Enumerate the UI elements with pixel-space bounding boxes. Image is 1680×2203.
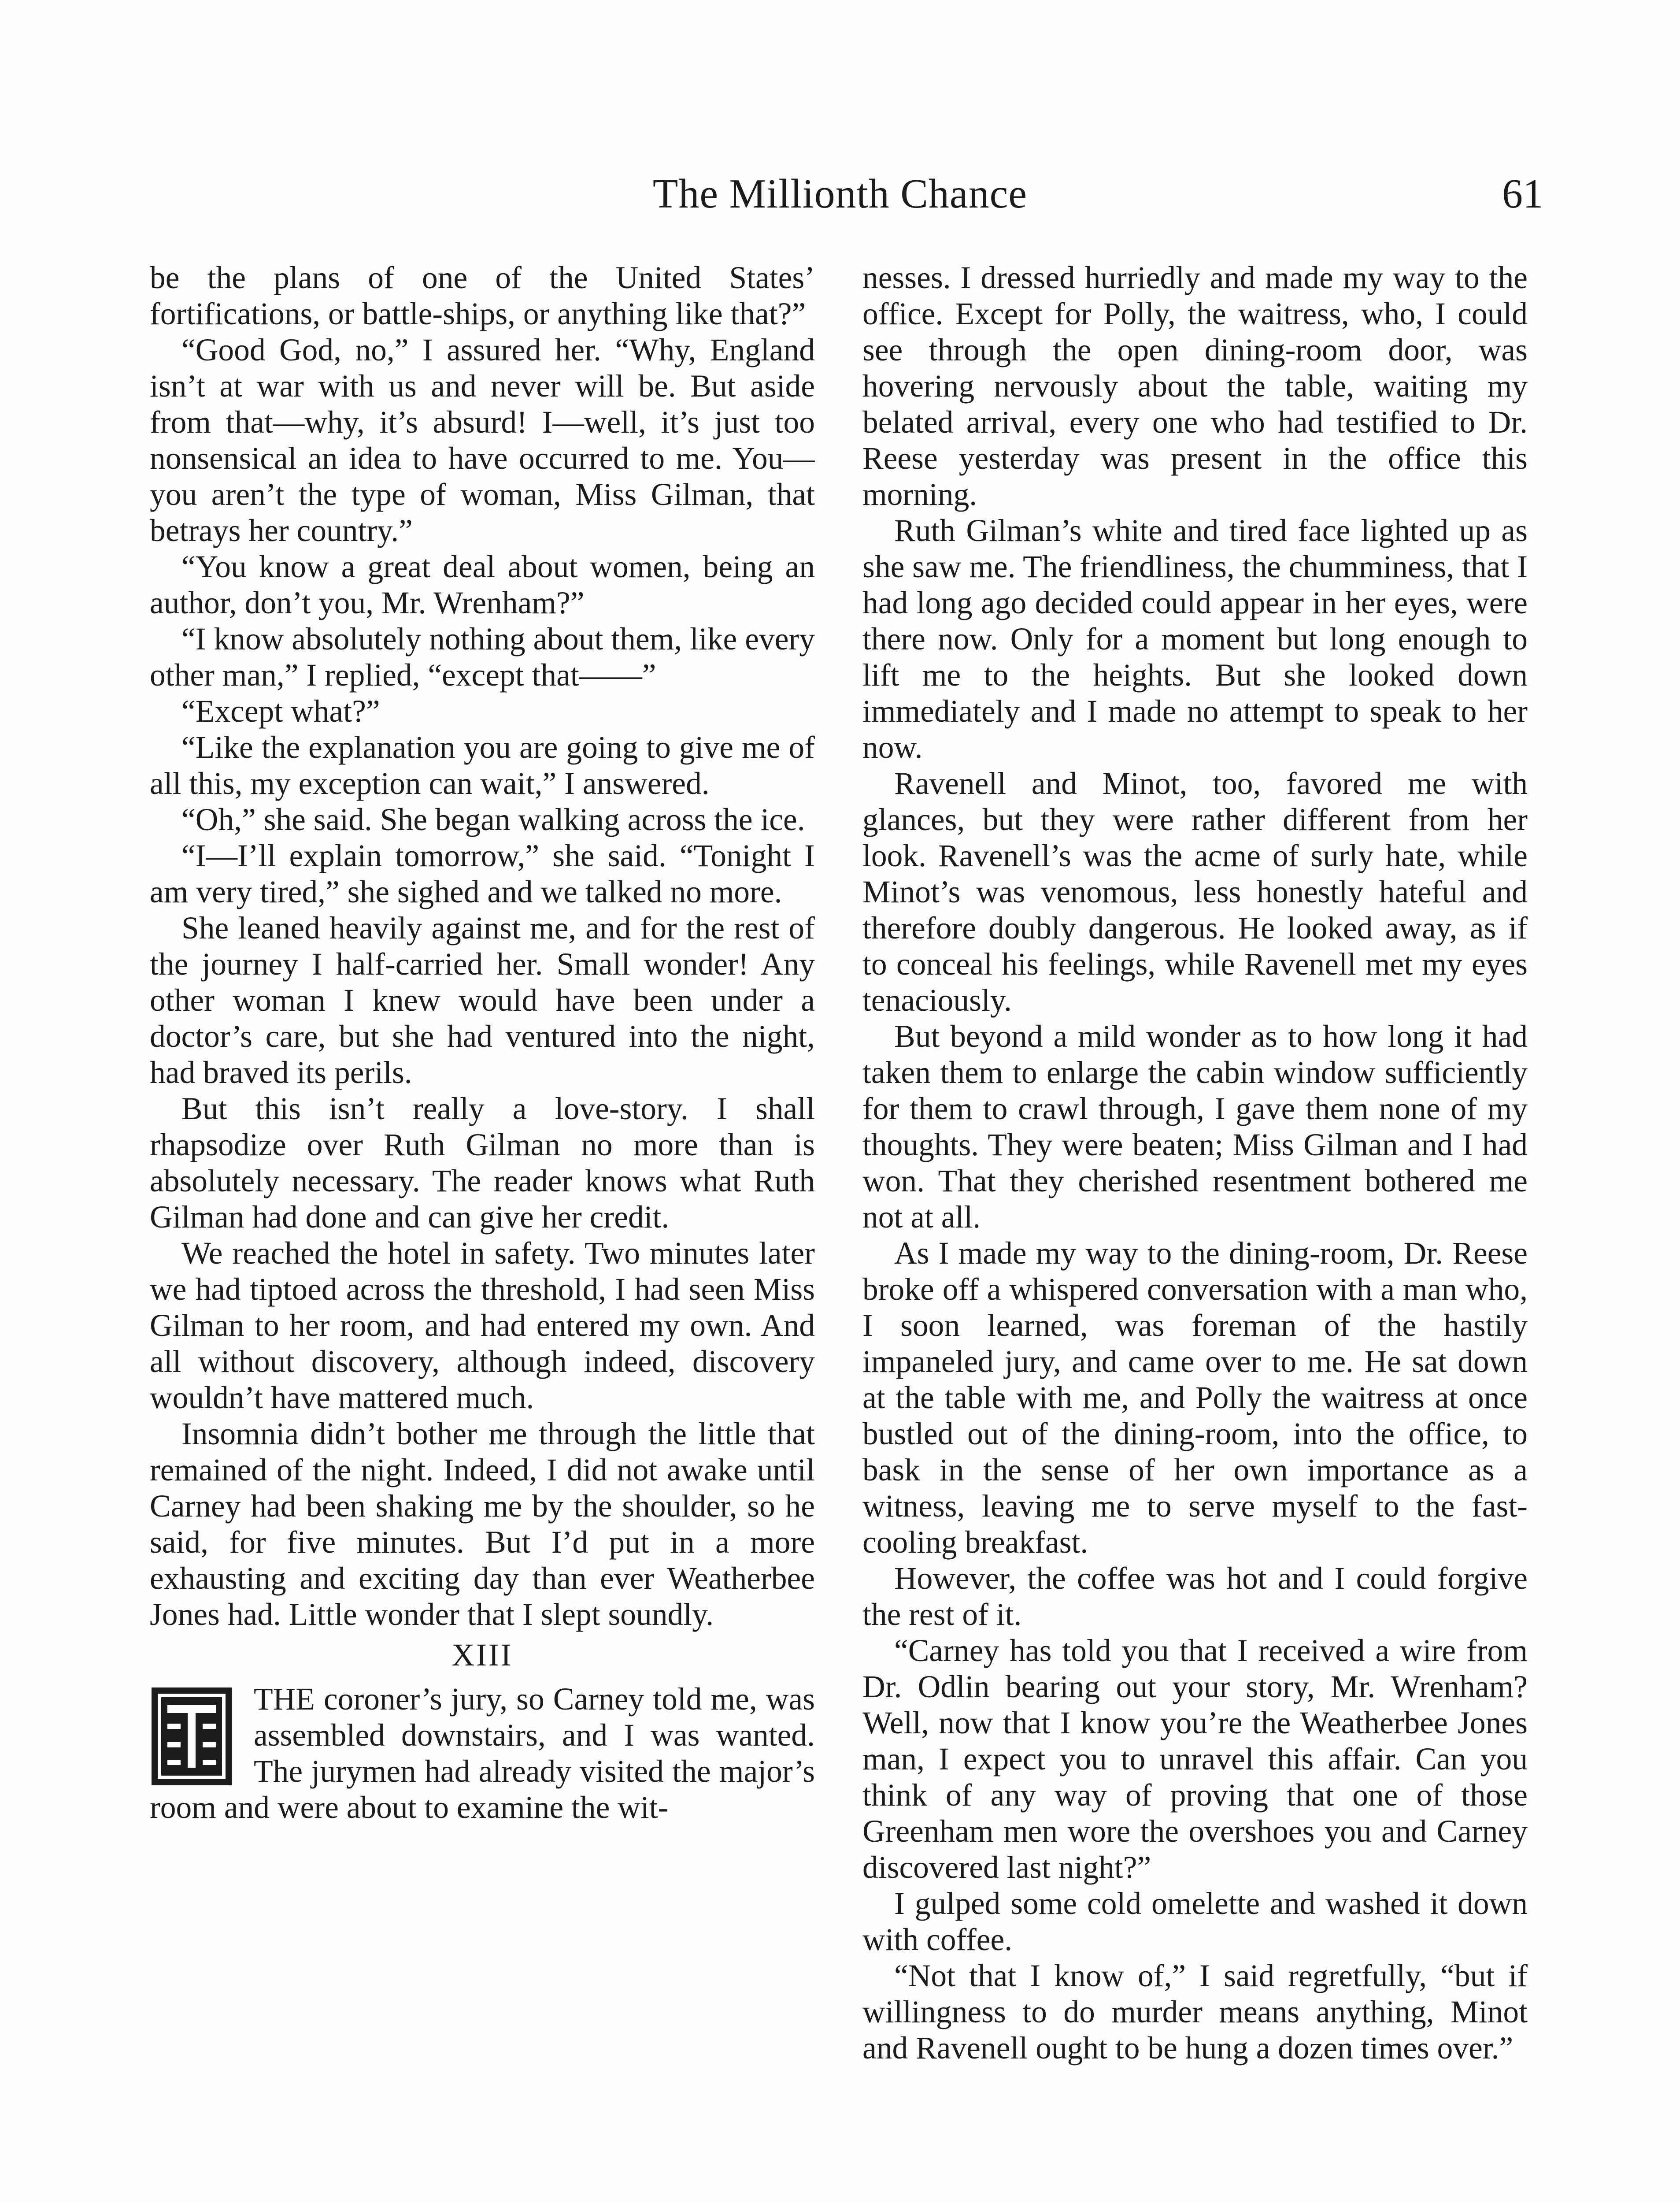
paragraph: “Oh,” she said. She began walking across the ice. — [181, 802, 805, 837]
paragraph: “Except what?” — [181, 694, 380, 729]
paragraph: THE coroner’s jury, so Carney told me, was assembled downstairs, and I was wanted. The jurymen had already visited the major’s room and were about to examine the wit- — [150, 1682, 815, 1825]
paragraph: “You know a great deal about women, being an author, don’t you, Mr. Wrenham?” — [150, 549, 815, 620]
paragraph: “Carney has told you that I received a wire from Dr. Odlin bearing out your story, Mr. Wrenham? Well, now that I know you’re the Weatherbee Jones man, I expect you to unravel this affair. Can you think of any way of proving that one of those Greenham men wore the overshoes you and Carney discovered last night?” — [862, 1633, 1528, 1885]
paragraph: be the plans of one of the United States’ fortifications, or battle-ships, or anything like that?” — [150, 260, 815, 331]
paragraph: I gulped some cold omelette and washed it down with coffee. — [862, 1886, 1528, 1957]
page-number: 61 — [1502, 171, 1543, 217]
paragraph: Ravenell and Minot, too, favored me with glances, but they were rather different from her look. Ravenell’s was the acme of surly hate, while Minot’s was venomous, less honestly hateful and therefore doubly dangerous. He looked away, as if to conceal his feelings, while Ravenell met my eyes tenaciously. — [862, 766, 1528, 1018]
paragraph: “I know absolutely nothing about them, like every other man,” I replied, “except that——” — [150, 622, 815, 693]
paragraph: Ruth Gilman’s white and tired face lighted up as she saw me. The friendliness, the chumminess, that I had long ago decided could appear in her eyes, were there now. Only for a moment but long enough to lift me to the heights. But she looked down immediately and I made no attempt to speak to her now. — [862, 513, 1528, 765]
ornamental-initial-icon — [150, 1686, 233, 1787]
paragraph: “Good God, no,” I assured her. “Why, England isn’t at war with us and never will be. But aside from that—why, it’s absurd! I—well, it’s just too nonsensical an idea to have occurred to me. You—you aren’t the type of woman, Miss Gilman, that betrays her country.” — [150, 333, 815, 548]
paragraph: As I made my way to the dining-room, Dr. Reese broke off a whispered conversation with a man who, I soon learned, was foreman of the hastily impaneled jury, and came over to me. He sat down at the table with me, and Polly the waitress at once bustled out of the dining-room, into the office, to bask in the sense of her own importance as a witness, leaving me to serve myself to the fast-cooling breakfast. — [862, 1236, 1528, 1560]
paragraph: nesses. I dressed hurriedly and made my way to the office. Except for Polly, the waitress, who, I could see through the open dining-room door, was hovering nervously about the table, waiting my belated arrival, every one who had testified to Dr. Reese yesterday was present in the office this morning. — [862, 260, 1528, 512]
paragraph: Insomnia didn’t bother me through the little that remained of the night. Indeed, I did not awake until Carney had been shaking me by the shoulder, so he said, for five minutes. But I’d put in a more exhausting and exciting day than ever Weatherbee Jones had. Little wonder that I slept soundly. — [150, 1417, 815, 1632]
chapter-number: XIII — [451, 1638, 513, 1673]
paragraph: But beyond a mild wonder as to how long it had taken them to enlarge the cabin window sufficiently for them to crawl through, I gave them none of my thoughts. They were beaten; Miss Gilman and I had won. That they cherished resentment bothered me not at all. — [862, 1019, 1528, 1235]
right-column — [862, 260, 1528, 2066]
running-head — [0, 167, 1680, 220]
chapter-opening — [150, 1681, 815, 1826]
paragraph: “Not that I know of,” I said regretfully, “but if willingness to do murder means anything, Minot and Ravenell ought to be hung a dozen times over.” — [862, 1958, 1528, 2066]
paragraph: She leaned heavily against me, and for the rest of the journey I half-carried her. Small wonder! Any other woman I knew would have been under a doctor’s care, but she had ventured into the night, had braved its perils. — [150, 911, 815, 1090]
paragraph: However, the coffee was hot and I could forgive the rest of it. — [862, 1561, 1528, 1632]
paragraph: We reached the hotel in safety. Two minutes later we had tiptoed across the threshold, I had seen Miss Gilman to her room, and had entered my own. And all without discovery, although indeed, discovery wouldn’t have mattered much. — [150, 1236, 815, 1415]
left-column — [150, 260, 815, 1826]
paragraph: But this isn’t really a love-story. I shall rhapsodize over Ruth Gilman no more than is absolutely necessary. The reader knows what Ruth Gilman had done and can give her credit. — [150, 1091, 815, 1235]
paragraph: “I—I’ll explain tomorrow,” she said. “Tonight I am very tired,” she sighed and we talked no more. — [150, 838, 815, 909]
paragraph: “Like the explanation you are going to give me of all this, my exception can wait,” I answered. — [150, 730, 815, 801]
running-title: The Millionth Chance — [652, 171, 1028, 217]
